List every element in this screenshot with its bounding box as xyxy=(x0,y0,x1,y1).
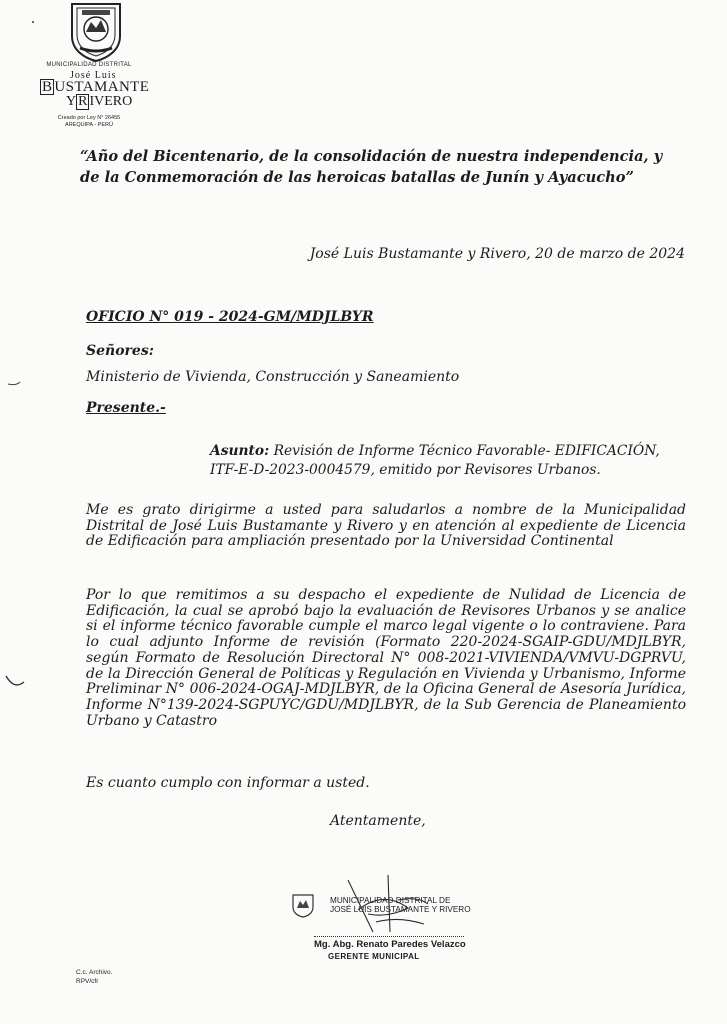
subject-label: Asunto: xyxy=(210,443,270,459)
stamp-seal-icon xyxy=(292,894,314,918)
letterhead-rivero: Y R IVERO xyxy=(66,94,133,109)
letterhead-jose-luis: José Luis xyxy=(70,70,117,81)
oficio-number: OFICIO N° 019 - 2024-GM/MDJLBYR xyxy=(86,309,374,325)
farewell: Atentamente, xyxy=(330,813,426,829)
copy-note: C.c. Archivo. RPV/cfr xyxy=(76,969,113,985)
addressee-entity: Ministerio de Vivienda, Construcción y Saneamiento xyxy=(86,369,460,385)
letterhead-creation-law: Creado por Ley N° 26455 AREQUIPA - PERÚ xyxy=(57,115,121,128)
stamp-entity: MUNICIPALIDAD DISTRITAL DE JOSÉ LUIS BUSTAMANTE Y RIVERO xyxy=(330,896,471,914)
salutation: Señores: xyxy=(86,343,154,359)
presente-label: Presente.- xyxy=(86,400,166,416)
subject-text: Revisión de Informe Técnico Favorable- EDIFICACIÓN, ITF-E-D-2023-0004579, emitido por Revisores Urbanos. xyxy=(210,443,660,478)
signature-stamp xyxy=(292,870,472,966)
closing-line: Es cuanto cumplo con informar a usted. xyxy=(86,775,370,791)
subject-block xyxy=(210,442,684,480)
scan-edge-marks xyxy=(0,0,40,720)
signature-line xyxy=(314,936,464,937)
letterhead-bustamante: B USTAMANTE xyxy=(42,79,150,95)
municipal-seal-icon xyxy=(68,2,124,62)
signer-title: GERENTE MUNICIPAL xyxy=(328,952,420,961)
place-date: José Luis Bustamante y Rivero, 20 de marzo de 2024 xyxy=(309,246,685,262)
year-motto: “Año del Bicentenario, de la consolidación de nuestra independencia, y de la Conmemoración de las heroicas batallas de Junín y Ayacucho” xyxy=(80,148,663,186)
handwritten-signature-icon xyxy=(328,870,438,940)
signer-name: Mg. Abg. Renato Paredes Velazco xyxy=(314,939,466,950)
body-paragraph-1: Me es grato dirigirme a usted para saludarlos a nombre de la Municipalidad Distrital de José Luis Bustamante y Rivero y en atención al expediente de Licencia de Edificación para ampliación presentado por la Universidad Continental xyxy=(86,502,686,550)
body-paragraph-2: Por lo que remitimos a su despacho el expediente de Nulidad de Licencia de Edificación, la cual se aprobó bajo la evaluación de Revisores Urbanos y se analice si el informe técnico favorable cumple el marco legal vigente o lo contraviene. Para lo cual adjunto Informe de revisión (Formato 220-2024-SGAIP-GDU/MDJLBYR, según Formato de Resolución Directoral N° 008-2021-VIVIENDA/VMVU-DGPRVU, de la Dirección General de Políticas y Regulación en Vivienda y Urbanismo, Informe Preliminar N° 006-2024-OGAJ-MDJLBYR, de la Oficina General de Asesoría Jurídica, Informe N°139-2024-SGPUYC/GDU/MDJLBYR, de la Sub Gerencia de Planeamiento Urbano y Catastro xyxy=(86,587,686,729)
letterhead-municipality: MUNICIPALIDAD DISTRITAL xyxy=(46,62,132,68)
